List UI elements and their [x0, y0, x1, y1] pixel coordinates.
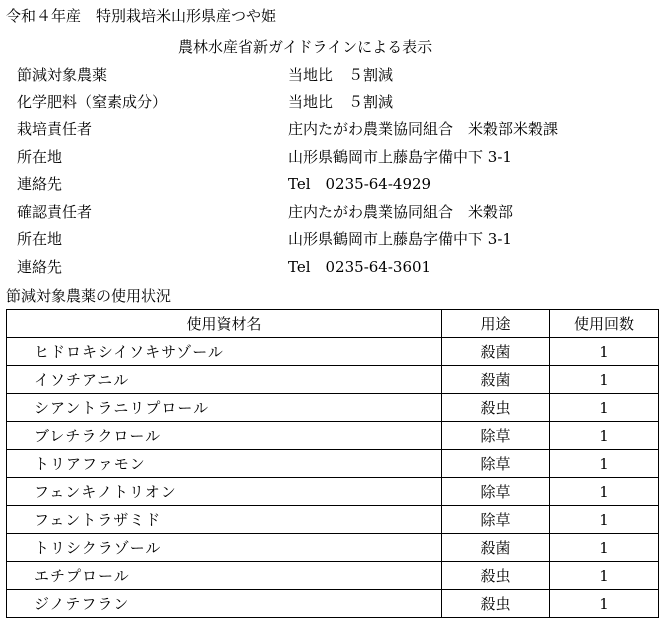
- table-header-row: [7, 310, 659, 338]
- pesticide-usage-table: [6, 309, 659, 618]
- usage-count-cell: 1: [550, 366, 659, 394]
- info-value: Tel 0235-64-3601: [288, 258, 432, 276]
- info-row: [0, 65, 661, 85]
- usage-count-cell: 1: [550, 450, 659, 478]
- material-name-cell: ブレチラクロール: [7, 422, 442, 450]
- info-row: [0, 92, 661, 112]
- purpose-cell: 除草: [442, 422, 550, 450]
- usage-count-cell: 1: [550, 422, 659, 450]
- material-name-cell: エチプロール: [7, 562, 442, 590]
- info-row: [0, 202, 661, 222]
- table-row: [7, 422, 659, 450]
- info-label: 化学肥料（窒素成分）: [17, 93, 168, 111]
- material-name-cell: トリアファモン: [7, 450, 442, 478]
- material-name-cell: シアントラニリプロール: [7, 394, 442, 422]
- purpose-cell: 殺虫: [442, 394, 550, 422]
- info-value: 山形県鶴岡市上藤島字備中下 3-1: [288, 230, 512, 248]
- column-header-count: 使用回数: [550, 310, 659, 338]
- table-row: [7, 562, 659, 590]
- column-header-use: 用途: [442, 310, 550, 338]
- info-label: 連絡先: [17, 175, 63, 193]
- table-row: [7, 394, 659, 422]
- table-row: [7, 478, 659, 506]
- table-row: [7, 534, 659, 562]
- info-value: 庄内たがわ農業協同組合 米穀部: [288, 203, 514, 221]
- info-label: 所在地: [17, 230, 63, 248]
- purpose-cell: 殺菌: [442, 338, 550, 366]
- purpose-cell: 殺菌: [442, 366, 550, 394]
- info-row: [0, 229, 661, 249]
- usage-heading: 節減対象農薬の使用状況: [6, 287, 172, 305]
- info-label: 節減対象農薬: [17, 66, 108, 84]
- info-label: 確認責任者: [17, 203, 93, 221]
- info-label: 連絡先: [17, 258, 63, 276]
- info-value: 当地比 ５割減: [288, 93, 394, 111]
- purpose-cell: 除草: [442, 506, 550, 534]
- info-row: [0, 257, 661, 277]
- table-row: [7, 338, 659, 366]
- material-name-cell: フェンキノトリオン: [7, 478, 442, 506]
- usage-count-cell: 1: [550, 534, 659, 562]
- info-value: 山形県鶴岡市上藤島字備中下 3-1: [288, 148, 512, 166]
- document-title: 令和４年産 特別栽培米山形県産つや姫: [6, 7, 277, 25]
- table-row: [7, 366, 659, 394]
- info-label: 所在地: [17, 148, 63, 166]
- guideline-subtitle: 農林水産省新ガイドラインによる表示: [178, 38, 433, 56]
- purpose-cell: 殺虫: [442, 562, 550, 590]
- purpose-cell: 除草: [442, 450, 550, 478]
- info-row: [0, 147, 661, 167]
- info-value: 庄内たがわ農業協同組合 米穀部米穀課: [288, 120, 559, 138]
- usage-count-cell: 1: [550, 562, 659, 590]
- usage-count-cell: 1: [550, 590, 659, 618]
- material-name-cell: イソチアニル: [7, 366, 442, 394]
- table-row: [7, 450, 659, 478]
- info-label: 栽培責任者: [17, 120, 93, 138]
- material-name-cell: フェントラザミド: [7, 506, 442, 534]
- usage-count-cell: 1: [550, 478, 659, 506]
- usage-count-cell: 1: [550, 506, 659, 534]
- table-row: [7, 506, 659, 534]
- purpose-cell: 殺虫: [442, 590, 550, 618]
- table-row: [7, 590, 659, 618]
- purpose-cell: 除草: [442, 478, 550, 506]
- column-header-name: 使用資材名: [7, 310, 442, 338]
- info-row: [0, 174, 661, 194]
- purpose-cell: 殺菌: [442, 534, 550, 562]
- material-name-cell: ヒドロキシイソキサゾール: [7, 338, 442, 366]
- material-name-cell: ジノテフラン: [7, 590, 442, 618]
- material-name-cell: トリシクラゾール: [7, 534, 442, 562]
- info-value: 当地比 ５割減: [288, 66, 394, 84]
- usage-count-cell: 1: [550, 394, 659, 422]
- info-value: Tel 0235-64-4929: [288, 175, 432, 193]
- usage-count-cell: 1: [550, 338, 659, 366]
- info-row: [0, 119, 661, 139]
